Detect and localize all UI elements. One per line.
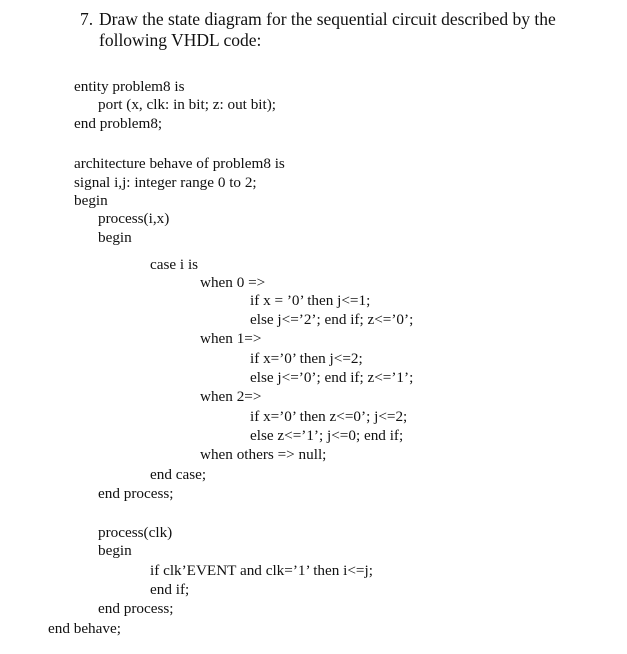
question-text: Draw the state diagram for the sequential circuit described by the following VHDL code: — [99, 9, 556, 50]
code-line: signal i,j: integer range 0 to 2; — [74, 174, 257, 191]
code-line: end case; — [150, 466, 207, 483]
code-line: end behave; — [48, 620, 121, 637]
code-line: if x=’0’ then j<=2; — [250, 350, 363, 367]
code-line: end problem8; — [74, 115, 163, 132]
code-line: when 2=> — [200, 388, 262, 405]
code-line: end if; — [150, 581, 190, 598]
code-line: else j<=’0’; end if; z<=’1’; — [250, 369, 414, 386]
code-line: when 1=> — [200, 330, 262, 347]
code-line: if clk’EVENT and clk=’1’ then i<=j; — [150, 562, 373, 579]
code-line: begin — [98, 542, 132, 559]
code-line: process(clk) — [98, 524, 173, 541]
code-line: if x=’0’ then z<=0’; j<=2; — [250, 408, 408, 425]
code-line: end process; — [98, 485, 174, 502]
code-line: else j<=’2’; end if; z<=’0’; — [250, 311, 414, 328]
code-line: begin — [74, 192, 108, 209]
code-line: port (x, clk: in bit; z: out bit); — [98, 96, 277, 113]
code-line: when others => null; — [200, 446, 327, 463]
code-line: entity problem8 is — [74, 78, 185, 95]
code-line: else z<=’1’; j<=0; end if; — [250, 427, 404, 444]
code-line: when 0 => — [200, 274, 266, 291]
question-number: 7. — [80, 9, 94, 29]
code-line: if x = ’0’ then j<=1; — [250, 292, 371, 309]
code-line: architecture behave of problem8 is — [74, 155, 285, 172]
code-line: case i is — [150, 256, 199, 273]
code-line: begin — [98, 229, 132, 246]
code-line: end process; — [98, 600, 174, 617]
code-line: process(i,x) — [98, 210, 170, 227]
